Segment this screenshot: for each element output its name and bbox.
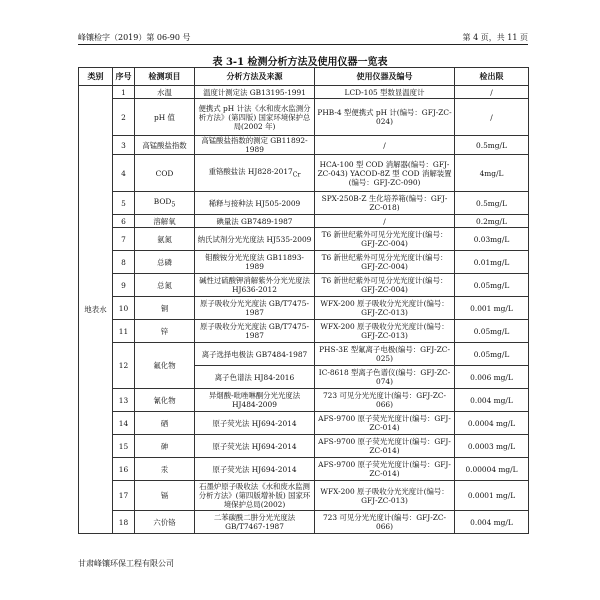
cod-subscript: Cr	[292, 171, 301, 179]
test-item: 氟化物	[135, 343, 195, 389]
analysis-method: 碘量法 GB7489-1987	[195, 215, 315, 228]
detection-limit: /	[455, 86, 529, 99]
table-row	[79, 215, 529, 228]
instrument: 723 可见分光光度计(编号：GFJ-ZC-066)	[315, 511, 455, 534]
detection-limit: 0.05mg/L	[455, 343, 529, 366]
row-number: 10	[113, 297, 135, 320]
test-item: 氨氮	[135, 228, 195, 251]
test-item: 六价铬	[135, 511, 195, 534]
company-footer: 甘肃峰镶环保工程有限公司	[78, 559, 174, 568]
row-number: 14	[113, 412, 135, 435]
instrument: /	[315, 215, 455, 228]
test-item: COD	[135, 155, 195, 192]
table-row	[79, 274, 529, 297]
instrument: AFS-9700 原子荧光光度计(编号：GFJ-ZC-014)	[315, 435, 455, 458]
row-number: 1	[113, 86, 135, 99]
row-number: 13	[113, 389, 135, 412]
column-header: 类别	[79, 68, 113, 86]
analysis-method: 碱性过硫酸钾消解紫外分光光度法 HJ636-2012	[195, 274, 315, 297]
test-item: 硒	[135, 412, 195, 435]
analysis-method: 稀释与接种法 HJ505-2009	[195, 192, 315, 215]
test-item: 砷	[135, 435, 195, 458]
row-number: 11	[113, 320, 135, 343]
detection-limit: /	[455, 99, 529, 136]
row-number: 3	[113, 136, 135, 155]
analysis-method: 离子色谱法 HJ84-2016	[195, 366, 315, 389]
column-header: 使用仪器及编号	[315, 68, 455, 86]
detection-limit: 0.5mg/L	[455, 136, 529, 155]
detection-limit: 0.006 mg/L	[455, 366, 529, 389]
column-header: 序号	[113, 68, 135, 86]
analysis-method: 原子吸收分光光度法 GB/T7475-1987	[195, 297, 315, 320]
table-row	[79, 389, 529, 412]
instrument: WFX-200 原子吸收分光光度计(编号：GFJ-ZC-013)	[315, 297, 455, 320]
detection-limit: 0.5mg/L	[455, 192, 529, 215]
instrument: 723 可见分光光度计(编号：GFJ-ZC-066)	[315, 389, 455, 412]
test-item: 锌	[135, 320, 195, 343]
test-item: 镉	[135, 481, 195, 511]
test-item: 总磷	[135, 251, 195, 274]
row-number: 7	[113, 228, 135, 251]
row-number: 2	[113, 99, 135, 136]
methods-table	[78, 67, 529, 534]
row-number: 6	[113, 215, 135, 228]
detection-limit: 0.01mg/L	[455, 251, 529, 274]
instrument: WFX-200 原子吸收分光光度计(编号：GFJ-ZC-013)	[315, 320, 455, 343]
analysis-method: 石墨炉原子吸收法《水和废水监测分析方法》(第四版增补版) 国家环境保护总局(2002)	[195, 481, 315, 511]
table-row	[79, 435, 529, 458]
row-number: 17	[113, 481, 135, 511]
row-number: 12	[113, 343, 135, 389]
analysis-method: 离子选择电极法 GB7484-1987	[195, 343, 315, 366]
column-header: 检出限	[455, 68, 529, 86]
detection-limit: 0.0001 mg/L	[455, 481, 529, 511]
analysis-method: 纳氏试剂分光光度法 HJ535-2009	[195, 228, 315, 251]
detection-limit: 0.0004 mg/L	[455, 412, 529, 435]
table-row	[79, 297, 529, 320]
methods-table-wrapper	[78, 67, 528, 534]
row-number: 9	[113, 274, 135, 297]
test-item: 汞	[135, 458, 195, 481]
analysis-method: 原子荧光法 HJ694-2014	[195, 458, 315, 481]
table-row	[79, 320, 529, 343]
analysis-method: 原子吸收分光光度法 GB/T7475-1987	[195, 320, 315, 343]
detection-limit: 0.03mg/L	[455, 228, 529, 251]
test-item: 高锰酸盐指数	[135, 136, 195, 155]
header-divider	[78, 44, 528, 45]
table-row	[79, 86, 529, 99]
table-header-row	[79, 68, 529, 86]
test-item: 总氮	[135, 274, 195, 297]
instrument: AFS-9700 原子荧光光度计(编号：GFJ-ZC-014)	[315, 412, 455, 435]
detection-limit: 0.05mg/L	[455, 274, 529, 297]
table-row	[79, 481, 529, 511]
table-row	[79, 228, 529, 251]
detection-limit: 0.001 mg/L	[455, 297, 529, 320]
instrument: IC-8618 型离子色谱仪(编号：GFJ-ZC-074)	[315, 366, 455, 389]
analysis-method: 二苯碳酰二肼分光光度法 GB/T7467-1987	[195, 511, 315, 534]
instrument: SPX-250B-Z 生化培养箱(编号：GFJ-ZC-018)	[315, 192, 455, 215]
row-number: 4	[113, 155, 135, 192]
row-number: 16	[113, 458, 135, 481]
analysis-method: 钼酸铵分光光度法 GB11893-1989	[195, 251, 315, 274]
column-header: 检测项目	[135, 68, 195, 86]
analysis-method: 原子荧光法 HJ694-2014	[195, 412, 315, 435]
page-number: 第 4 页，共 11 页	[462, 33, 528, 42]
analysis-method: 温度计测定法 GB13195-1991	[195, 86, 315, 99]
row-number: 18	[113, 511, 135, 534]
column-header: 分析方法及来源	[195, 68, 315, 86]
instrument: T6 新世纪紫外可见分光光度计(编号：GFJ-ZC-004)	[315, 228, 455, 251]
row-number: 5	[113, 192, 135, 215]
test-item: 溶解氧	[135, 215, 195, 228]
table-row	[79, 155, 529, 192]
instrument: HCA-100 型 COD 消解器(编号：GFJ-ZC-043) YACOD-8Z 型 COD 消解装置(编号：GFJ-ZC-090)	[315, 155, 455, 192]
analysis-method: 原子荧光法 HJ694-2014	[195, 435, 315, 458]
detection-limit: 4mg/L	[455, 155, 529, 192]
table-row	[79, 458, 529, 481]
instrument: WFX-200 原子吸收分光光度计(编号：GFJ-ZC-013)	[315, 481, 455, 511]
table-title: 表 3-1 检测分析方法及使用仪器一览表	[212, 57, 388, 68]
category-cell: 地表水	[79, 86, 113, 534]
bod-subscript: 5	[171, 201, 176, 209]
detection-limit: 0.00004 mg/L	[455, 458, 529, 481]
instrument: T6 新世纪紫外可见分光光度计(编号：GFJ-ZC-004)	[315, 274, 455, 297]
instrument: PHS-3E 型氟离子电极(编号：GFJ-ZC-025)	[315, 343, 455, 366]
table-row	[79, 251, 529, 274]
detection-limit: 0.2mg/L	[455, 215, 529, 228]
instrument: T6 新世纪紫外可见分光光度计(编号：GFJ-ZC-004)	[315, 251, 455, 274]
analysis-method: 便携式 pH 计法《水和废水监测分析方法》(第四版) 国家环境保护总局(2002 年)	[195, 99, 315, 136]
detection-limit: 0.0003 mg/L	[455, 435, 529, 458]
detection-limit: 0.05mg/L	[455, 320, 529, 343]
detection-limit: 0.004 mg/L	[455, 389, 529, 412]
test-item: $BOD_5$	[135, 192, 195, 215]
table-row	[79, 192, 529, 215]
test-item: pH 值	[135, 99, 195, 136]
table-row	[79, 511, 529, 534]
table-row	[79, 412, 529, 435]
instrument: /	[315, 136, 455, 155]
table-row	[79, 343, 529, 366]
instrument: PHB-4 型便携式 pH 计(编号：GFJ-ZC-024)	[315, 99, 455, 136]
test-item: 氰化物	[135, 389, 195, 412]
analysis-method: 重铬酸盐法 $HJ828-2017_{Cr}$	[195, 155, 315, 192]
test-item: 水温	[135, 86, 195, 99]
analysis-method: 异烟酸-吡唑啉酮分光光度法 HJ484-2009	[195, 389, 315, 412]
table-body	[79, 86, 529, 534]
analysis-method: 高锰酸盐指数的测定 GB11892-1989	[195, 136, 315, 155]
row-number: 15	[113, 435, 135, 458]
instrument: AFS-9700 原子荧光光度计(编号：GFJ-ZC-014)	[315, 458, 455, 481]
test-item: 铜	[135, 297, 195, 320]
instrument: LCD-105 型数显温度计	[315, 86, 455, 99]
table-row	[79, 99, 529, 136]
row-number: 8	[113, 251, 135, 274]
table-row	[79, 136, 529, 155]
detection-limit: 0.004 mg/L	[455, 511, 529, 534]
report-number: 峰镶检字（2019）第 06-90 号	[78, 33, 191, 42]
